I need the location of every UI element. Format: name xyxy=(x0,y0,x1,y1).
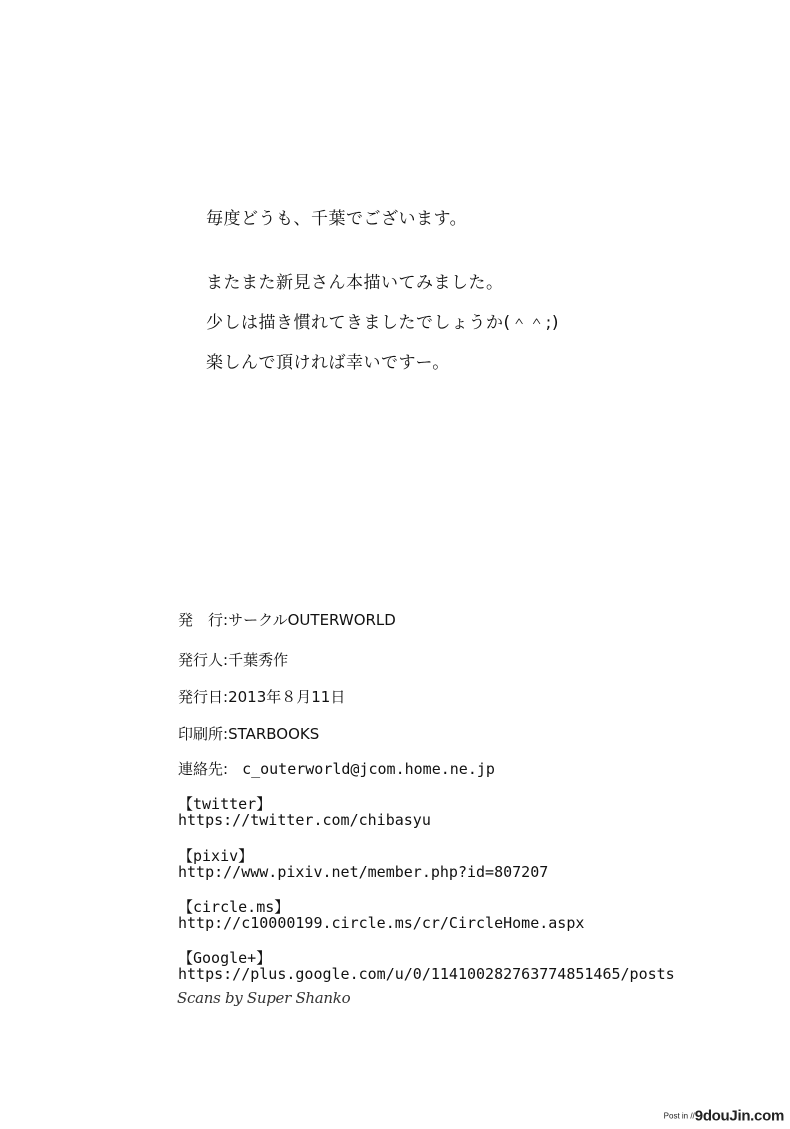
circle-ms-heading: 【circle.ms】 xyxy=(178,898,290,916)
greeting-line-4: 楽しんで頂ければ幸いですー。 xyxy=(206,353,450,373)
contact-label: 連絡先: xyxy=(178,760,229,778)
google-plus-heading: 【Google+】 xyxy=(178,949,272,967)
pixiv-link[interactable]: http://www.pixiv.net/member.php?id=807207 xyxy=(178,863,549,881)
greeting-line-3: 少しは描き慣れてきましたでしょうか(＾＾;) xyxy=(206,313,559,333)
pixiv-heading: 【pixiv】 xyxy=(178,847,254,865)
date-row xyxy=(178,686,345,707)
twitter-heading: 【twitter】 xyxy=(178,795,272,813)
publisher-value: :サークルOUTERWORLD xyxy=(223,611,396,629)
google-plus-link[interactable]: https://plus.google.com/u/0/114100282763774851465/posts xyxy=(178,965,675,983)
author-value: :千葉秀作 xyxy=(223,651,289,669)
greeting-line-2: またまた新見さん本描いてみました。 xyxy=(206,273,504,293)
printer-label: 印刷所 xyxy=(178,725,224,743)
publisher-row xyxy=(178,609,396,630)
contact-row xyxy=(178,758,495,779)
watermark-prefix: Post in // xyxy=(663,1111,695,1121)
contact-email: c_outerworld@jcom.home.ne.jp xyxy=(242,760,495,778)
author-row xyxy=(178,649,288,670)
date-label: 発行日 xyxy=(178,688,224,706)
date-value: :2013年８月11日 xyxy=(223,688,346,706)
greeting-line-1: 毎度どうも、千葉でございます。 xyxy=(206,209,468,229)
printer-row xyxy=(178,723,319,744)
printer-value: :STARBOOKS xyxy=(223,725,320,743)
circle-ms-link[interactable]: http://c10000199.circle.ms/cr/CircleHome.aspx xyxy=(178,914,585,932)
publisher-label: 発 行 xyxy=(178,611,224,629)
author-label: 発行人 xyxy=(178,651,224,669)
watermark-brand: 9douJin.com xyxy=(694,1107,784,1125)
scans-credit: Scans by Super Shanko xyxy=(177,989,351,1007)
site-watermark xyxy=(664,1107,784,1125)
twitter-link[interactable]: https://twitter.com/chibasyu xyxy=(178,811,431,829)
